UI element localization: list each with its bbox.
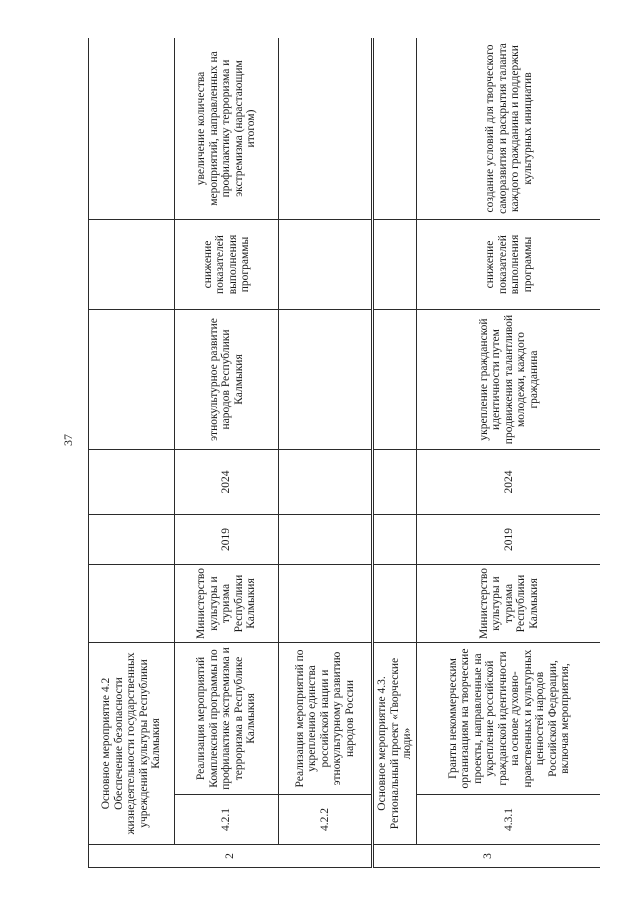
row-number-cell: 2 xyxy=(89,845,373,868)
empty-indicator-link-cell xyxy=(373,38,417,220)
empty-start-year-cell xyxy=(89,515,175,565)
activity-code: 4.2.1 xyxy=(175,795,279,845)
empty-end-year-cell xyxy=(373,450,417,515)
end-year: 2024 xyxy=(175,450,279,515)
group-header-row xyxy=(373,38,417,868)
activity-row xyxy=(279,38,373,868)
responsible-executor: Министерство культуры и туризма Республики Калмыкия xyxy=(416,565,600,643)
empty-start-year-cell xyxy=(373,515,417,565)
responsible-executor: Министерство культуры и туризма Республики Калмыкия xyxy=(175,565,279,643)
expected-result: укрепление гражданской идентичности путем продвижения талантливой молодежи, каждого гражданина xyxy=(416,310,600,450)
activity-name: Реализация мероприятий Комплексной программы по профилактике экстремизма и терроризма в Республике Калмыкия xyxy=(175,643,279,795)
activity-code: 4.3.1 xyxy=(416,795,600,845)
page-number: 37 xyxy=(61,434,75,446)
non-implementation-consequences: снижение показателей выполнения программы xyxy=(175,220,279,310)
program-activities-table xyxy=(88,38,600,868)
empty-end-year-cell xyxy=(279,450,373,515)
empty-end-year-cell xyxy=(89,450,175,515)
group-header-row xyxy=(89,38,175,868)
indicator-link: увеличение количества мероприятий, направленных на профилактику терроризма и экстремизма (нарастающим итогом) xyxy=(175,38,279,220)
table-viewport xyxy=(88,38,600,868)
empty-expected-result-cell xyxy=(89,310,175,450)
indicator-link: создание условий для творческого саморазвития и раскрытия таланта каждого гражданина и поддержки культурных инициатив xyxy=(416,38,600,220)
empty-expected-result-cell xyxy=(373,310,417,450)
empty-start-year-cell xyxy=(279,515,373,565)
non-implementation-consequences: снижение показателей выполнения программы xyxy=(416,220,600,310)
activity-name: Реализация мероприятий по укреплению единства российской нации и этнокультурному развитию народов России xyxy=(279,643,373,795)
empty-indicator-link-cell xyxy=(89,38,175,220)
main-activity-title: Основное мероприятие 4.3. Региональный проект «Творческие люди» xyxy=(373,643,417,845)
empty-consequences-cell xyxy=(279,220,373,310)
activity-name: Гранты некоммерческим организациям на творческие проекты, направленные на укрепление российской гражданской идентичности на основе духовно-нравственных и культурных ценностей народов Российской Федерации, включая мероприятия, xyxy=(416,643,600,795)
activity-row xyxy=(175,38,279,868)
empty-responsible-cell xyxy=(89,565,175,643)
empty-responsible-cell xyxy=(279,565,373,643)
expected-result: этнокультурное развитие народов Республики Калмыкия xyxy=(175,310,279,450)
start-year: 2019 xyxy=(416,515,600,565)
end-year: 2024 xyxy=(416,450,600,515)
empty-indicator-link-cell xyxy=(279,38,373,220)
main-activity-title: Основное мероприятие 4.2 Обеспечение безопасности жизнедеятельности государственных учреждений культуры Республики Калмыкия xyxy=(89,643,175,845)
empty-responsible-cell xyxy=(373,565,417,643)
empty-consequences-cell xyxy=(373,220,417,310)
empty-expected-result-cell xyxy=(279,310,373,450)
activity-code: 4.2.2 xyxy=(279,795,373,845)
row-number-cell: 3 xyxy=(373,845,601,868)
activity-row xyxy=(416,38,600,868)
start-year: 2019 xyxy=(175,515,279,565)
empty-consequences-cell xyxy=(89,220,175,310)
